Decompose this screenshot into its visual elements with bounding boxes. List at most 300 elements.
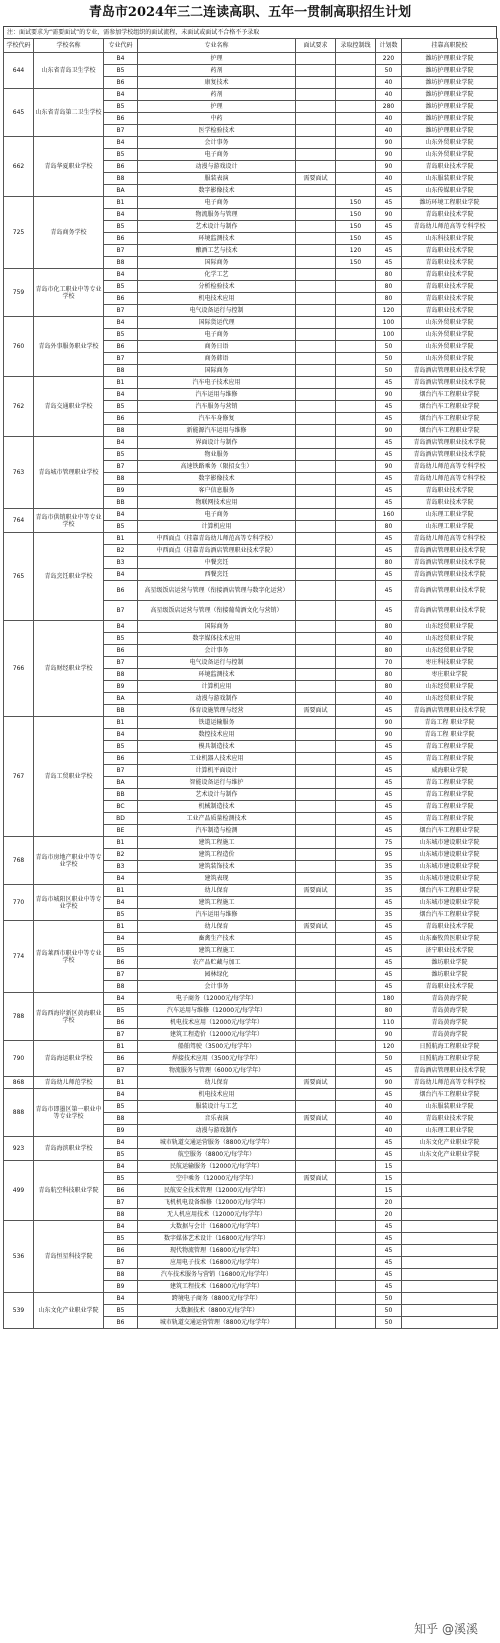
admission-line [336, 341, 376, 353]
table-row [4, 1137, 498, 1149]
major-code: B8 [104, 365, 138, 377]
major-code: B5 [104, 149, 138, 161]
admission-line [336, 921, 376, 933]
interview-requirement [296, 681, 336, 693]
school-name: 山东文化产业职业学院 [34, 1293, 104, 1329]
table-row [4, 1221, 498, 1233]
partner-college: 山东文化产业职业学院 [402, 1149, 498, 1161]
partner-college: 山东经贸职业学院 [402, 621, 498, 633]
major-name: 环境监测技术 [138, 669, 296, 681]
admission-line [336, 125, 376, 137]
admission-line [336, 981, 376, 993]
admission-line: 120 [336, 245, 376, 257]
interview-requirement [296, 633, 336, 645]
interview-requirement: 需要面试 [296, 1113, 336, 1125]
partner-college: 山东经贸职业学院 [402, 645, 498, 657]
interview-requirement [296, 801, 336, 813]
major-name: 船舶驾驶（3500元/每学年） [138, 1041, 296, 1053]
interview-requirement [296, 1017, 336, 1029]
admission-line [336, 693, 376, 705]
partner-college: 日照航海工程职业学院 [402, 1053, 498, 1065]
major-code: B3 [104, 557, 138, 569]
interview-requirement [296, 993, 336, 1005]
major-name: 客户信息服务 [138, 485, 296, 497]
major-name: 国际商务 [138, 621, 296, 633]
interview-requirement [296, 1257, 336, 1269]
major-name: 界面设计与制作 [138, 437, 296, 449]
major-name: 会计事务 [138, 137, 296, 149]
plan-count: 45 [376, 705, 402, 717]
admission-line [336, 1089, 376, 1101]
plan-count: 180 [376, 993, 402, 1005]
major-code: B8 [104, 669, 138, 681]
partner-college: 青岛职业技术学院 [402, 293, 498, 305]
school-code: 765 [4, 533, 34, 621]
table-row [4, 89, 498, 101]
major-name: 电子商务 [138, 329, 296, 341]
plan-count: 45 [376, 1245, 402, 1257]
plan-count: 35 [376, 873, 402, 885]
plan-count: 100 [376, 329, 402, 341]
table-row [4, 1293, 498, 1305]
admission-line [336, 173, 376, 185]
interview-requirement [296, 657, 336, 669]
interview-requirement [296, 1053, 336, 1065]
school-name: 青岛恒星科技学院 [34, 1221, 104, 1293]
interview-requirement [296, 1149, 336, 1161]
plan-count: 45 [376, 813, 402, 825]
plan-count: 45 [376, 601, 402, 621]
plan-count: 120 [376, 1041, 402, 1053]
major-name: 医学检验技术 [138, 125, 296, 137]
plan-count: 45 [376, 1149, 402, 1161]
interview-requirement [296, 245, 336, 257]
interview-requirement [296, 449, 336, 461]
admission-line [336, 657, 376, 669]
admission-line [336, 413, 376, 425]
interview-requirement [296, 1089, 336, 1101]
table-row [4, 1077, 498, 1089]
enrollment-table [3, 38, 498, 1329]
major-name: 计算机应用 [138, 521, 296, 533]
interview-requirement [296, 557, 336, 569]
school-name: 青岛市化工职业中等专业学校 [34, 269, 104, 317]
major-code: B8 [104, 173, 138, 185]
plan-count: 50 [376, 1053, 402, 1065]
admission-line [336, 1197, 376, 1209]
interview-requirement [296, 209, 336, 221]
interview-requirement [296, 1041, 336, 1053]
interview-requirement [296, 873, 336, 885]
partner-college: 山东城市建设职业学院 [402, 861, 498, 873]
major-name: 汽车技术服务与营销（16800元/每学年） [138, 1269, 296, 1281]
partner-college: 青岛幼儿师范高等专科学校 [402, 473, 498, 485]
interview-requirement [296, 365, 336, 377]
interview-requirement [296, 825, 336, 837]
admission-line [336, 1101, 376, 1113]
major-code: B6 [104, 233, 138, 245]
interview-requirement [296, 485, 336, 497]
interview-requirement [296, 305, 336, 317]
interview-requirement [296, 693, 336, 705]
major-name: 数字媒体艺术设计（16800元/每学年） [138, 1233, 296, 1245]
school-name: 青岛市房地产职业中等专业学校 [34, 837, 104, 885]
header-cell: 面试要求 [296, 39, 336, 53]
table-body [4, 53, 498, 1329]
admission-line [336, 545, 376, 557]
interview-requirement [296, 1101, 336, 1113]
admission-line [336, 509, 376, 521]
plan-count: 45 [376, 801, 402, 813]
school-code: 767 [4, 717, 34, 837]
partner-college: 青岛酒店管理职业技术学院 [402, 581, 498, 601]
major-code: B5 [104, 1173, 138, 1185]
major-code: B7 [104, 657, 138, 669]
partner-college: 济宁职业技术学院 [402, 945, 498, 957]
partner-college: 潍坊护理职业学院 [402, 89, 498, 101]
header-cell: 学校名称 [34, 39, 104, 53]
school-name: 青岛烹饪职业学校 [34, 533, 104, 621]
admission-line [336, 389, 376, 401]
admission-line [336, 293, 376, 305]
partner-college: 山东外贸职业学院 [402, 353, 498, 365]
plan-count: 20 [376, 1197, 402, 1209]
partner-college: 山东外贸职业学院 [402, 329, 498, 341]
school-code: 766 [4, 621, 34, 717]
partner-college [402, 1305, 498, 1317]
partner-college: 山东畜牧兽医职业学院 [402, 933, 498, 945]
interview-requirement [296, 1305, 336, 1317]
plan-count: 40 [376, 1125, 402, 1137]
table-row [4, 533, 498, 545]
partner-college [402, 1293, 498, 1305]
partner-college [402, 1281, 498, 1293]
major-code: B5 [104, 741, 138, 753]
plan-count: 90 [376, 729, 402, 741]
partner-college: 青岛酒店管理职业技术学院 [402, 377, 498, 389]
major-name: 会计事务 [138, 645, 296, 657]
partner-college: 山东城市建设职业学院 [402, 837, 498, 849]
admission-line: 150 [336, 233, 376, 245]
table-row [4, 269, 498, 281]
school-code: 763 [4, 437, 34, 509]
major-name: 农产品贮藏与加工 [138, 957, 296, 969]
major-code: B8 [104, 1209, 138, 1221]
interview-requirement [296, 509, 336, 521]
major-code: B4 [104, 933, 138, 945]
partner-college: 山东外贸职业学院 [402, 341, 498, 353]
plan-count: 45 [376, 777, 402, 789]
major-name: 应用电子技术（16800元/每学年） [138, 1257, 296, 1269]
interview-requirement [296, 813, 336, 825]
page-title: 青岛市2024年三二连读高职、五年一贯制高职招生计划 [88, 5, 412, 20]
plan-count: 80 [376, 557, 402, 569]
plan-count: 45 [376, 933, 402, 945]
interview-requirement [296, 77, 336, 89]
admission-line [336, 933, 376, 945]
interview-requirement [296, 497, 336, 509]
interview-requirement [296, 185, 336, 197]
plan-count: 50 [376, 341, 402, 353]
admission-line [336, 485, 376, 497]
school-code: 499 [4, 1161, 34, 1221]
admission-line [336, 681, 376, 693]
header-cell: 专业代码 [104, 39, 138, 53]
admission-line [336, 149, 376, 161]
major-code: B4 [104, 53, 138, 65]
partner-college: 青岛酒店管理职业技术学院 [402, 557, 498, 569]
major-name: 酿酒工艺与技术 [138, 245, 296, 257]
plan-count: 45 [376, 1233, 402, 1245]
school-name: 青岛西海岸新区黄海职业学校 [34, 993, 104, 1041]
major-name: 中药 [138, 113, 296, 125]
partner-college: 山东经贸职业学院 [402, 633, 498, 645]
major-name: 数字影像技术 [138, 473, 296, 485]
admission-line [336, 945, 376, 957]
admission-line [336, 1185, 376, 1197]
interview-requirement [296, 461, 336, 473]
admission-line [336, 89, 376, 101]
interview-requirement [296, 269, 336, 281]
partner-college: 潍坊职业学院 [402, 957, 498, 969]
admission-line [336, 957, 376, 969]
plan-count: 80 [376, 521, 402, 533]
major-code: B5 [104, 221, 138, 233]
table-row [4, 621, 498, 633]
major-code: B5 [104, 101, 138, 113]
interview-requirement [296, 1161, 336, 1173]
major-name: 建筑工程技术（16800元/每学年） [138, 1281, 296, 1293]
admission-line [336, 837, 376, 849]
interview-requirement [296, 53, 336, 65]
school-name: 山东省青岛卫生学校 [34, 53, 104, 89]
major-name: 电气设备运行与控制 [138, 305, 296, 317]
major-code: B4 [104, 389, 138, 401]
interview-requirement [296, 753, 336, 765]
table-row [4, 509, 498, 521]
table-row [4, 377, 498, 389]
admission-line [336, 1113, 376, 1125]
admission-line: 150 [336, 257, 376, 269]
plan-count: 45 [376, 257, 402, 269]
admission-line [336, 789, 376, 801]
major-code: B1 [104, 197, 138, 209]
partner-college [402, 1269, 498, 1281]
admission-line [336, 449, 376, 461]
school-code: 644 [4, 53, 34, 89]
school-code: 788 [4, 993, 34, 1041]
plan-count: 45 [376, 485, 402, 497]
plan-count: 50 [376, 1305, 402, 1317]
major-code: B2 [104, 849, 138, 861]
plan-count: 40 [376, 125, 402, 137]
admission-line [336, 1221, 376, 1233]
partner-college: 青岛职业技术学院 [402, 269, 498, 281]
plan-count: 50 [376, 1317, 402, 1329]
admission-line [336, 365, 376, 377]
interview-requirement [296, 969, 336, 981]
major-name: 园林绿化 [138, 969, 296, 981]
admission-line [336, 1257, 376, 1269]
plan-count: 45 [376, 753, 402, 765]
partner-college: 烟台汽车工程职业学院 [402, 909, 498, 921]
admission-line [336, 473, 376, 485]
partner-college: 山东服装职业学院 [402, 173, 498, 185]
partner-college: 青岛职业技术学院 [402, 305, 498, 317]
plan-count: 15 [376, 1173, 402, 1185]
plan-count: 90 [376, 161, 402, 173]
interview-requirement [296, 837, 336, 849]
plan-count: 90 [376, 1077, 402, 1089]
major-code: B2 [104, 545, 138, 557]
major-name: 药剂 [138, 65, 296, 77]
school-code: 764 [4, 509, 34, 533]
major-name: 工业产品质量检测技术 [138, 813, 296, 825]
admission-line [336, 461, 376, 473]
partner-college: 青岛工程职业学院 [402, 741, 498, 753]
major-code: B6 [104, 113, 138, 125]
interview-requirement [296, 741, 336, 753]
partner-college: 青岛酒店管理职业技术学院 [402, 569, 498, 581]
admission-line [336, 569, 376, 581]
major-code: B9 [104, 485, 138, 497]
major-name: 分析检验技术 [138, 281, 296, 293]
major-name: 幼儿保育 [138, 885, 296, 897]
plan-count: 50 [376, 353, 402, 365]
major-name: 电气设备运行与控制 [138, 657, 296, 669]
header-cell: 计划数 [376, 39, 402, 53]
admission-line [336, 1005, 376, 1017]
interview-requirement: 需要面试 [296, 885, 336, 897]
partner-college [402, 1257, 498, 1269]
admission-line [336, 1149, 376, 1161]
plan-count: 110 [376, 1017, 402, 1029]
interview-requirement [296, 1029, 336, 1041]
partner-college [402, 1173, 498, 1185]
admission-line [336, 801, 376, 813]
major-name: 数控技术应用 [138, 729, 296, 741]
major-code: B4 [104, 317, 138, 329]
admission-line [336, 897, 376, 909]
interview-requirement [296, 1197, 336, 1209]
major-code: B1 [104, 885, 138, 897]
plan-count: 80 [376, 645, 402, 657]
major-name: 国际货运代理 [138, 317, 296, 329]
plan-count: 45 [376, 401, 402, 413]
major-code: B6 [104, 1185, 138, 1197]
partner-college: 枣庄职业学院 [402, 669, 498, 681]
major-code: BA [104, 693, 138, 705]
partner-college: 山东文化产业职业学院 [402, 1137, 498, 1149]
major-name: 畜禽生产技术 [138, 933, 296, 945]
major-code: B7 [104, 245, 138, 257]
major-name: 药剂 [138, 89, 296, 101]
major-code: B3 [104, 861, 138, 873]
partner-college: 青岛职业技术学院 [402, 497, 498, 509]
admission-line [336, 557, 376, 569]
major-name: 电子商务 [138, 197, 296, 209]
major-code: B4 [104, 269, 138, 281]
major-code: B6 [104, 1053, 138, 1065]
partner-college: 青岛职业技术学院 [402, 161, 498, 173]
school-code: 539 [4, 1293, 34, 1329]
interview-requirement [296, 569, 336, 581]
interview-requirement [296, 89, 336, 101]
major-name: 中西面点（挂靠青岛酒店管理职业技术学院） [138, 545, 296, 557]
plan-count: 45 [376, 981, 402, 993]
major-code: B1 [104, 717, 138, 729]
interview-requirement [296, 353, 336, 365]
header-row [4, 39, 498, 53]
major-code: B4 [104, 509, 138, 521]
interview-requirement [296, 777, 336, 789]
major-name: 汽车车身修复 [138, 413, 296, 425]
major-name: 机械制造技术 [138, 801, 296, 813]
interview-requirement: 需要面试 [296, 1077, 336, 1089]
plan-count: 90 [376, 717, 402, 729]
partner-college: 青岛职业技术学院 [402, 209, 498, 221]
major-code: B5 [104, 1005, 138, 1017]
table-row [4, 1161, 498, 1173]
major-code: B4 [104, 1293, 138, 1305]
plan-count: 40 [376, 173, 402, 185]
admission-line [336, 1233, 376, 1245]
partner-college [402, 1233, 498, 1245]
admission-line [336, 185, 376, 197]
school-code: 868 [4, 1077, 34, 1089]
major-name: 数字影像技术 [138, 185, 296, 197]
school-code: 725 [4, 197, 34, 269]
school-name: 青岛外事服务职业学校 [34, 317, 104, 377]
admission-line: 150 [336, 209, 376, 221]
partner-college: 山东城市建设职业学院 [402, 897, 498, 909]
major-name: 汽车电子技术应用 [138, 377, 296, 389]
partner-college: 山东城市建设职业学院 [402, 873, 498, 885]
watermark: 知乎 @溪溪 [414, 1622, 478, 1636]
table-row [4, 921, 498, 933]
major-code: B7 [104, 125, 138, 137]
major-code: B5 [104, 909, 138, 921]
interview-requirement [296, 1065, 336, 1077]
school-name: 青岛幼儿师范学校 [34, 1077, 104, 1089]
admission-line [336, 601, 376, 621]
partner-college: 山东外贸职业学院 [402, 317, 498, 329]
major-name: 跨境电子商务（8800元/每学年） [138, 1293, 296, 1305]
major-name: 机电技术应用 [138, 1089, 296, 1101]
admission-line [336, 1173, 376, 1185]
interview-requirement [296, 401, 336, 413]
interview-requirement [296, 669, 336, 681]
plan-count: 45 [376, 197, 402, 209]
plan-count: 40 [376, 1113, 402, 1125]
partner-college: 潍坊职业学院 [402, 969, 498, 981]
interview-requirement [296, 981, 336, 993]
major-code: B5 [104, 1101, 138, 1113]
major-name: 商务韩语 [138, 353, 296, 365]
plan-count: 220 [376, 53, 402, 65]
plan-count: 45 [376, 437, 402, 449]
major-code: BD [104, 813, 138, 825]
table-row [4, 1089, 498, 1101]
partner-college: 青岛工程职业学院 [402, 753, 498, 765]
table-row [4, 437, 498, 449]
interview-requirement [296, 601, 336, 621]
plan-count: 40 [376, 89, 402, 101]
major-name: 建筑工程造价 [138, 849, 296, 861]
plan-count: 45 [376, 1065, 402, 1077]
interview-requirement [296, 329, 336, 341]
major-code: B7 [104, 1197, 138, 1209]
